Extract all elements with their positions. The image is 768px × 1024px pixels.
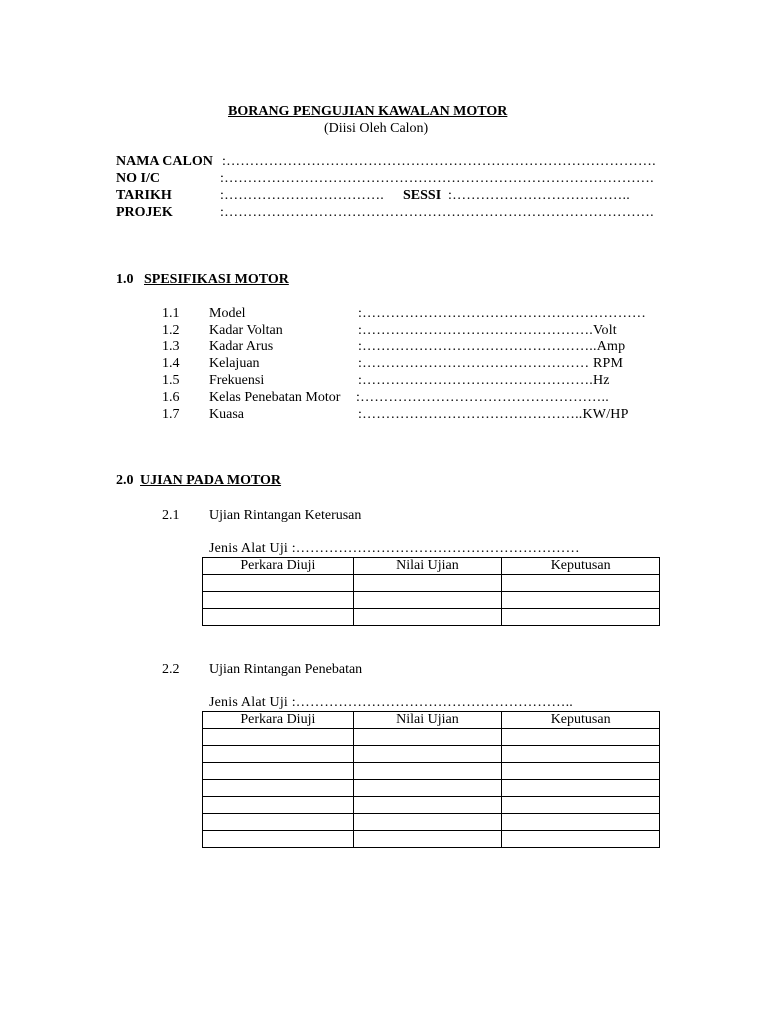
test1-number: 2.1 <box>162 508 180 523</box>
table-cell[interactable] <box>353 592 502 609</box>
table-cell[interactable] <box>203 831 354 848</box>
test2-table <box>202 711 660 848</box>
table-cell[interactable] <box>502 797 660 814</box>
spec-label: Kelas Penebatan Motor <box>209 390 341 405</box>
table-cell[interactable] <box>203 814 354 831</box>
spec-label: Model <box>209 306 246 321</box>
table-cell[interactable] <box>203 746 354 763</box>
table-cell[interactable] <box>353 729 502 746</box>
spec-voltan-field[interactable]: :………………………………………….Volt <box>358 323 617 338</box>
spec-label: Kuasa <box>209 407 244 422</box>
table-cell[interactable] <box>353 575 502 592</box>
spec-kelas-field[interactable]: :…………………………………………….. <box>356 390 609 405</box>
projek-field[interactable]: :………………………………………………………………………………. <box>220 205 654 220</box>
test1-title: Ujian Rintangan Keterusan <box>209 508 362 523</box>
spec-label: Kelajuan <box>209 356 260 371</box>
col-header-keputusan: Keputusan <box>502 712 660 729</box>
spec-kelajuan-field[interactable]: :………………………………………… RPM <box>358 356 624 371</box>
tarikh-field[interactable]: :……………………………. <box>220 188 384 203</box>
spec-num: 1.7 <box>162 407 180 422</box>
sessi-field[interactable]: :……………………………….. <box>448 188 630 203</box>
table-cell[interactable] <box>502 575 660 592</box>
col-header-perkara: Perkara Diuji <box>203 558 354 575</box>
table-cell[interactable] <box>502 763 660 780</box>
test2-title: Ujian Rintangan Penebatan <box>209 662 363 677</box>
table-cell[interactable] <box>502 729 660 746</box>
table-cell[interactable] <box>353 780 502 797</box>
col-header-keputusan: Keputusan <box>502 558 660 575</box>
sessi-label: SESSI <box>403 188 442 203</box>
spec-label: Kadar Arus <box>209 339 274 354</box>
table-row <box>203 729 660 746</box>
test2-alat-field[interactable]: Jenis Alat Uji :………………………………………………….. <box>209 695 574 710</box>
table-cell[interactable] <box>502 609 660 626</box>
spec-num: 1.2 <box>162 323 180 338</box>
table-cell[interactable] <box>353 814 502 831</box>
table-cell[interactable] <box>203 780 354 797</box>
section2-title: UJIAN PADA MOTOR <box>140 473 282 488</box>
nama-calon-label: NAMA CALON <box>116 154 213 169</box>
table-row <box>203 831 660 848</box>
table-cell[interactable] <box>353 746 502 763</box>
spec-num: 1.5 <box>162 373 180 388</box>
table-cell[interactable] <box>502 814 660 831</box>
table-cell[interactable] <box>203 592 354 609</box>
col-header-nilai: Nilai Ujian <box>353 558 502 575</box>
form-title: BORANG PENGUJIAN KAWALAN MOTOR <box>228 104 508 119</box>
col-header-perkara: Perkara Diuji <box>203 712 354 729</box>
table-cell[interactable] <box>353 797 502 814</box>
noic-label: NO I/C <box>116 171 160 186</box>
form-subtitle: (Diisi Oleh Calon) <box>324 121 429 136</box>
section1-number: 1.0 <box>116 272 134 287</box>
spec-label: Kadar Voltan <box>209 323 283 338</box>
spec-label: Frekuensi <box>209 373 265 388</box>
table-cell[interactable] <box>203 575 354 592</box>
table-row <box>203 609 660 626</box>
table-row <box>203 780 660 797</box>
table-header-row <box>203 712 660 729</box>
spec-frekuensi-field[interactable]: :………………………………………….Hz <box>358 373 610 388</box>
table-cell[interactable] <box>353 763 502 780</box>
nama-calon-field[interactable]: :………………………………………………………………………………. <box>222 154 656 169</box>
spec-num: 1.6 <box>162 390 180 405</box>
table-cell[interactable] <box>502 592 660 609</box>
table-cell[interactable] <box>502 746 660 763</box>
test1-table <box>202 557 660 626</box>
test2-number: 2.2 <box>162 662 180 677</box>
table-row <box>203 746 660 763</box>
col-header-nilai: Nilai Ujian <box>353 712 502 729</box>
tarikh-label: TARIKH <box>116 188 172 203</box>
table-row <box>203 592 660 609</box>
table-cell[interactable] <box>203 729 354 746</box>
table-cell[interactable] <box>203 797 354 814</box>
spec-num: 1.1 <box>162 306 180 321</box>
table-cell[interactable] <box>353 831 502 848</box>
test1-alat-field[interactable]: Jenis Alat Uji :…………………………………………………… <box>209 541 580 556</box>
noic-field[interactable]: :………………………………………………………………………………. <box>220 171 654 186</box>
spec-model-field[interactable]: :…………………………………………………… <box>358 306 647 321</box>
table-row <box>203 763 660 780</box>
spec-kuasa-field[interactable]: :………………………………………..KW/HP <box>358 407 629 422</box>
table-cell[interactable] <box>203 763 354 780</box>
table-row <box>203 575 660 592</box>
table-cell[interactable] <box>203 609 354 626</box>
table-header-row <box>203 558 660 575</box>
table-row <box>203 797 660 814</box>
table-cell[interactable] <box>502 780 660 797</box>
table-cell[interactable] <box>502 831 660 848</box>
spec-num: 1.3 <box>162 339 180 354</box>
table-cell[interactable] <box>353 609 502 626</box>
projek-label: PROJEK <box>116 205 173 220</box>
section1-title: SPESIFIKASI MOTOR <box>144 272 289 287</box>
table-row <box>203 814 660 831</box>
spec-num: 1.4 <box>162 356 180 371</box>
spec-arus-field[interactable]: :…………………………………………..Amp <box>358 339 626 354</box>
section2-number: 2.0 <box>116 473 134 488</box>
